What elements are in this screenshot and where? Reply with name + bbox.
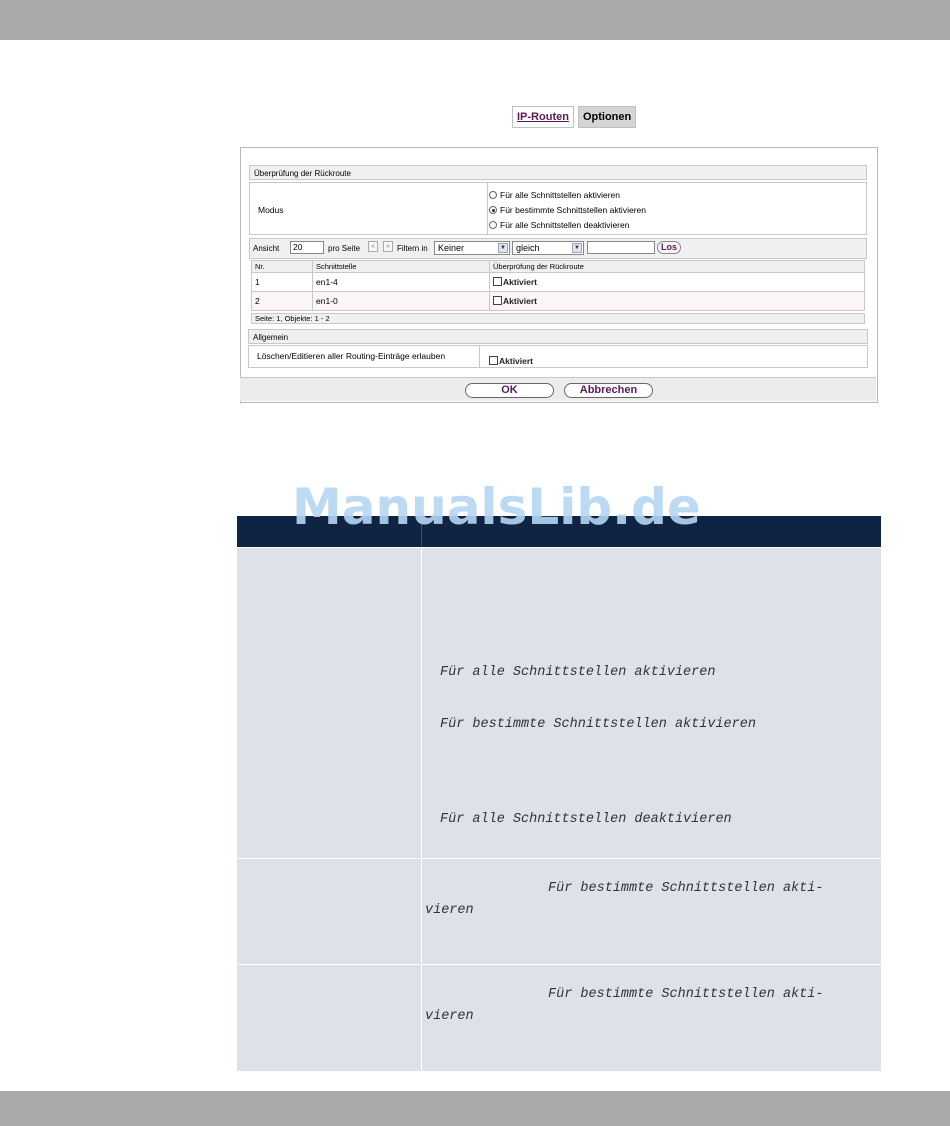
table-row: [252, 273, 865, 292]
doc-text-line: vieren: [425, 1009, 474, 1024]
row-number: 2: [252, 292, 313, 311]
allow-edit-check-group: [489, 351, 533, 369]
view-count-input[interactable]: 20: [290, 241, 324, 254]
doc-row-reverse-check: [237, 964, 881, 1071]
filter-in-label: Filtern in: [397, 244, 428, 253]
pagination-info: Seite: 1, Objekte: 1 - 2: [251, 313, 865, 324]
radio-label: Für alle Schnittstellen deaktivieren: [500, 220, 630, 230]
table-header-row: [252, 261, 865, 273]
radio-button[interactable]: [489, 191, 497, 199]
tab-ip-routen[interactable]: IP-Routen: [512, 106, 574, 128]
radio-all-disable[interactable]: [489, 220, 629, 230]
column-header-nr: Nr.: [252, 261, 313, 273]
divider: [421, 965, 422, 1071]
doc-value-specific-enable: Für bestimmte Schnittstellen aktivieren: [440, 717, 756, 732]
row-interface: en1-0: [313, 292, 490, 311]
checkbox-label: Aktiviert: [503, 296, 538, 306]
checkbox[interactable]: [489, 356, 498, 365]
row-number: 1: [252, 273, 313, 292]
tab-optionen[interactable]: Optionen: [578, 106, 636, 128]
column-header-interface: Schnittstelle: [313, 261, 490, 273]
general-row: [248, 345, 868, 368]
tab-bar: [512, 106, 636, 128]
radio-all-enable[interactable]: [489, 190, 620, 200]
cancel-button[interactable]: Abbrechen: [564, 383, 653, 398]
interface-table: [251, 260, 865, 311]
ok-button[interactable]: OK: [465, 383, 554, 398]
table-row: [252, 292, 865, 311]
filter-field-value: Keiner: [438, 243, 465, 253]
radio-button-selected[interactable]: [489, 206, 497, 214]
doc-value-all-disable: Für alle Schnittstellen deaktivieren: [440, 812, 732, 827]
doc-value-all-enable: Für alle Schnittstellen aktivieren: [440, 665, 716, 680]
prev-page-button[interactable]: «: [368, 241, 378, 252]
radio-label: Für bestimmte Schnittstellen aktivieren: [500, 205, 646, 215]
row-check-cell: [490, 292, 865, 311]
chevron-down-icon: ▼: [572, 243, 582, 253]
filter-operator-select[interactable]: [512, 241, 584, 255]
radio-label: Für alle Schnittstellen aktivieren: [500, 190, 621, 200]
next-page-button[interactable]: »: [383, 241, 393, 252]
section-header-general: Allgemein: [248, 329, 868, 344]
doc-text-line: vieren: [425, 903, 474, 918]
top-bar: [0, 0, 950, 40]
filter-bar: [249, 238, 867, 259]
modus-label: Modus: [258, 205, 284, 215]
section-header-reverse-route: Überprüfung der Rückroute: [249, 165, 867, 180]
per-page-label: pro Seite: [328, 244, 361, 253]
divider: [479, 346, 480, 367]
doc-text-line: Für bestimmte Schnittstellen akti-: [548, 881, 824, 896]
doc-row-modus: [237, 547, 881, 858]
chevron-down-icon: ▼: [498, 243, 508, 253]
button-bar: [240, 377, 876, 401]
divider: [487, 183, 488, 234]
divider: [421, 548, 422, 858]
watermark-logo: ManualsLib.de: [292, 478, 701, 536]
filter-value-input[interactable]: [587, 241, 655, 254]
go-button[interactable]: Los: [657, 241, 681, 254]
column-header-reverse-check: Überprüfung der Rückroute: [490, 261, 865, 273]
doc-row-interface: [237, 858, 881, 964]
checkbox[interactable]: [493, 296, 502, 305]
radio-specific-enable[interactable]: [489, 205, 646, 215]
view-label: Ansicht: [253, 244, 280, 253]
row-check-cell: [490, 273, 865, 292]
bottom-bar: [0, 1091, 950, 1126]
doc-text-line: Für bestimmte Schnittstellen akti-: [548, 987, 824, 1002]
checkbox-label: Aktiviert: [503, 277, 538, 287]
checkbox[interactable]: [493, 277, 502, 286]
row-interface: en1-4: [313, 273, 490, 292]
radio-button[interactable]: [489, 221, 497, 229]
allow-edit-label: Löschen/Editieren aller Routing-Einträge erlauben: [257, 351, 446, 361]
filter-field-select[interactable]: [434, 241, 510, 255]
filter-operator-value: gleich: [516, 243, 540, 253]
divider: [421, 859, 422, 964]
checkbox-label: Aktiviert: [499, 356, 534, 366]
